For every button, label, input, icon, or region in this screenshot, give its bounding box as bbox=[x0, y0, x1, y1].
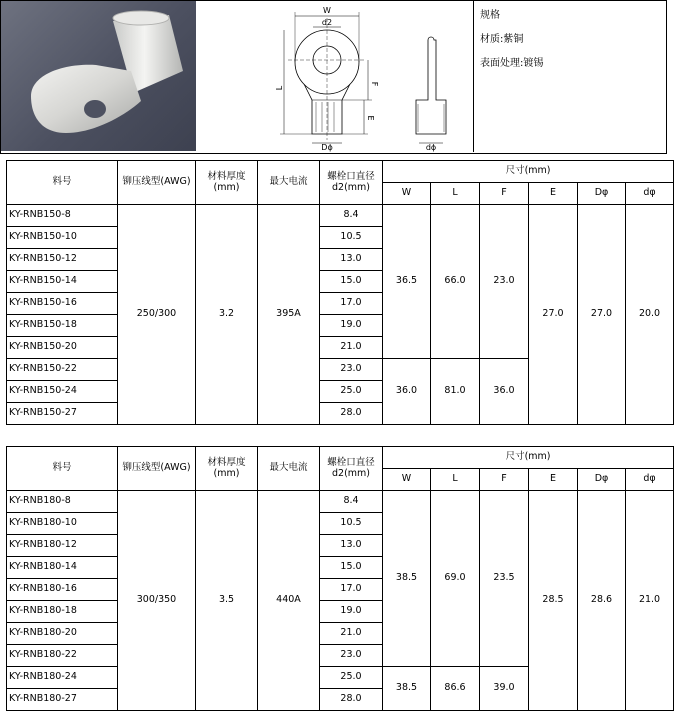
dim-e-label: E bbox=[366, 115, 375, 121]
header-dimensions: 尺寸(mm) bbox=[383, 161, 674, 183]
header-e: E bbox=[529, 469, 578, 491]
header-part-no: 料号 bbox=[7, 447, 118, 491]
table-row-part: KY-RNB150-12 bbox=[7, 249, 118, 271]
max-current-cell: 395A bbox=[258, 205, 320, 425]
table-row-d2: 15.0 bbox=[320, 557, 383, 579]
table-row-d2: 28.0 bbox=[320, 403, 383, 425]
header-w: W bbox=[383, 469, 431, 491]
dim-d2-label: d2 bbox=[321, 18, 333, 27]
table-row-part: KY-RNB180-27 bbox=[7, 689, 118, 711]
table-row-part: KY-RNB150-10 bbox=[7, 227, 118, 249]
table-row-part: KY-RNB180-18 bbox=[7, 601, 118, 623]
table-row-d2: 19.0 bbox=[320, 315, 383, 337]
table-row-part: KY-RNB180-12 bbox=[7, 535, 118, 557]
l-cell-a: 69.0 bbox=[431, 491, 480, 667]
table-row-d2: 15.0 bbox=[320, 271, 383, 293]
wire-gauge-cell: 300/350 bbox=[118, 491, 196, 711]
header-bolt-diameter: 螺栓口直径 d2(mm) bbox=[320, 161, 383, 205]
spec-title: 规格 bbox=[480, 10, 500, 21]
table-row-part: KY-RNB150-18 bbox=[7, 315, 118, 337]
header-w: W bbox=[383, 183, 431, 205]
table-row-d2: 10.5 bbox=[320, 227, 383, 249]
table-row-part: KY-RNB180-22 bbox=[7, 645, 118, 667]
D-cell: 27.0 bbox=[578, 205, 626, 425]
table-row-part: KY-RNB150-16 bbox=[7, 293, 118, 315]
w-cell-a: 36.5 bbox=[383, 205, 431, 359]
d-cell: 21.0 bbox=[626, 491, 674, 711]
header-f: F bbox=[480, 183, 529, 205]
table-row-d2: 28.0 bbox=[320, 689, 383, 711]
l-cell-b: 86.6 bbox=[431, 667, 480, 711]
table-row-d2: 25.0 bbox=[320, 667, 383, 689]
table-row-part: KY-RNB180-16 bbox=[7, 579, 118, 601]
table-row-part: KY-RNB150-24 bbox=[7, 381, 118, 403]
table-row-part: KY-RNB180-24 bbox=[7, 667, 118, 689]
e-cell: 28.5 bbox=[529, 491, 578, 711]
f-cell-b: 36.0 bbox=[480, 359, 529, 425]
dim-w-label: W bbox=[323, 6, 331, 15]
table-row-d2: 17.0 bbox=[320, 579, 383, 601]
max-current-cell: 440A bbox=[258, 491, 320, 711]
header-l: L bbox=[431, 469, 480, 491]
dim-l-label: L bbox=[275, 85, 284, 91]
d-cell: 20.0 bbox=[626, 205, 674, 425]
spec-table-2 bbox=[6, 446, 674, 711]
table-row-d2: 21.0 bbox=[320, 337, 383, 359]
e-cell: 27.0 bbox=[529, 205, 578, 425]
l-cell-a: 66.0 bbox=[431, 205, 480, 359]
D-cell: 28.6 bbox=[578, 491, 626, 711]
header-D: Dφ bbox=[578, 469, 626, 491]
table-row-d2: 21.0 bbox=[320, 623, 383, 645]
dim-dphi-upper-label: Dϕ bbox=[321, 143, 333, 152]
table-row-part: KY-RNB150-14 bbox=[7, 271, 118, 293]
table-row-part: KY-RNB150-27 bbox=[7, 403, 118, 425]
header-d: dφ bbox=[626, 183, 674, 205]
spec-table-1 bbox=[6, 160, 674, 425]
header-f: F bbox=[480, 469, 529, 491]
wire-gauge-cell: 250/300 bbox=[118, 205, 196, 425]
w-cell-a: 38.5 bbox=[383, 491, 431, 667]
f-cell-b: 39.0 bbox=[480, 667, 529, 711]
header-thickness: 材料厚度 (mm) bbox=[196, 161, 258, 205]
header-max-current: 最大电流 bbox=[258, 447, 320, 491]
table-row-d2: 8.4 bbox=[320, 491, 383, 513]
header-max-current: 最大电流 bbox=[258, 161, 320, 205]
thickness-cell: 3.2 bbox=[196, 205, 258, 425]
table-row-part: KY-RNB150-20 bbox=[7, 337, 118, 359]
dim-f-label: F bbox=[370, 81, 379, 87]
table-row-d2: 23.0 bbox=[320, 359, 383, 381]
table-row-part: KY-RNB180-10 bbox=[7, 513, 118, 535]
dimension-drawing-svg bbox=[196, 0, 476, 152]
table-row-part: KY-RNB150-8 bbox=[7, 205, 118, 227]
f-cell-a: 23.0 bbox=[480, 205, 529, 359]
table-row-d2: 23.0 bbox=[320, 645, 383, 667]
header-D: Dφ bbox=[578, 183, 626, 205]
header-thickness: 材料厚度 (mm) bbox=[196, 447, 258, 491]
w-cell-b: 38.5 bbox=[383, 667, 431, 711]
table-row-d2: 10.5 bbox=[320, 513, 383, 535]
table-row-d2: 13.0 bbox=[320, 249, 383, 271]
product-photo bbox=[1, 1, 196, 151]
header-l: L bbox=[431, 183, 480, 205]
table-row-part: KY-RNB150-22 bbox=[7, 359, 118, 381]
table-row-d2: 17.0 bbox=[320, 293, 383, 315]
dim-dphi-lower-label: dϕ bbox=[425, 143, 437, 152]
l-cell-b: 81.0 bbox=[431, 359, 480, 425]
w-cell-b: 36.0 bbox=[383, 359, 431, 425]
header-e: E bbox=[529, 183, 578, 205]
header-wire-gauge: 铆压线型(AWG) bbox=[118, 447, 196, 491]
table-row-part: KY-RNB180-20 bbox=[7, 623, 118, 645]
table-row-d2: 8.4 bbox=[320, 205, 383, 227]
header-dimensions: 尺寸(mm) bbox=[383, 447, 674, 469]
thickness-cell: 3.5 bbox=[196, 491, 258, 711]
header-part-no: 料号 bbox=[7, 161, 118, 205]
table-row-part: KY-RNB180-14 bbox=[7, 557, 118, 579]
spec-box bbox=[473, 0, 666, 152]
table-row-part: KY-RNB180-8 bbox=[7, 491, 118, 513]
header-bolt-diameter: 螺栓口直径 d2(mm) bbox=[320, 447, 383, 491]
product-header-box bbox=[0, 0, 667, 154]
technical-drawing bbox=[196, 0, 476, 152]
f-cell-a: 23.5 bbox=[480, 491, 529, 667]
spec-surface: 表面处理:镀锡 bbox=[480, 58, 544, 69]
header-wire-gauge: 铆压线型(AWG) bbox=[118, 161, 196, 205]
spec-material: 材质:紫铜 bbox=[480, 34, 524, 45]
header-d: dφ bbox=[626, 469, 674, 491]
table-row-d2: 13.0 bbox=[320, 535, 383, 557]
ring-terminal-photo-image bbox=[1, 1, 196, 151]
table-row-d2: 25.0 bbox=[320, 381, 383, 403]
table-row-d2: 19.0 bbox=[320, 601, 383, 623]
